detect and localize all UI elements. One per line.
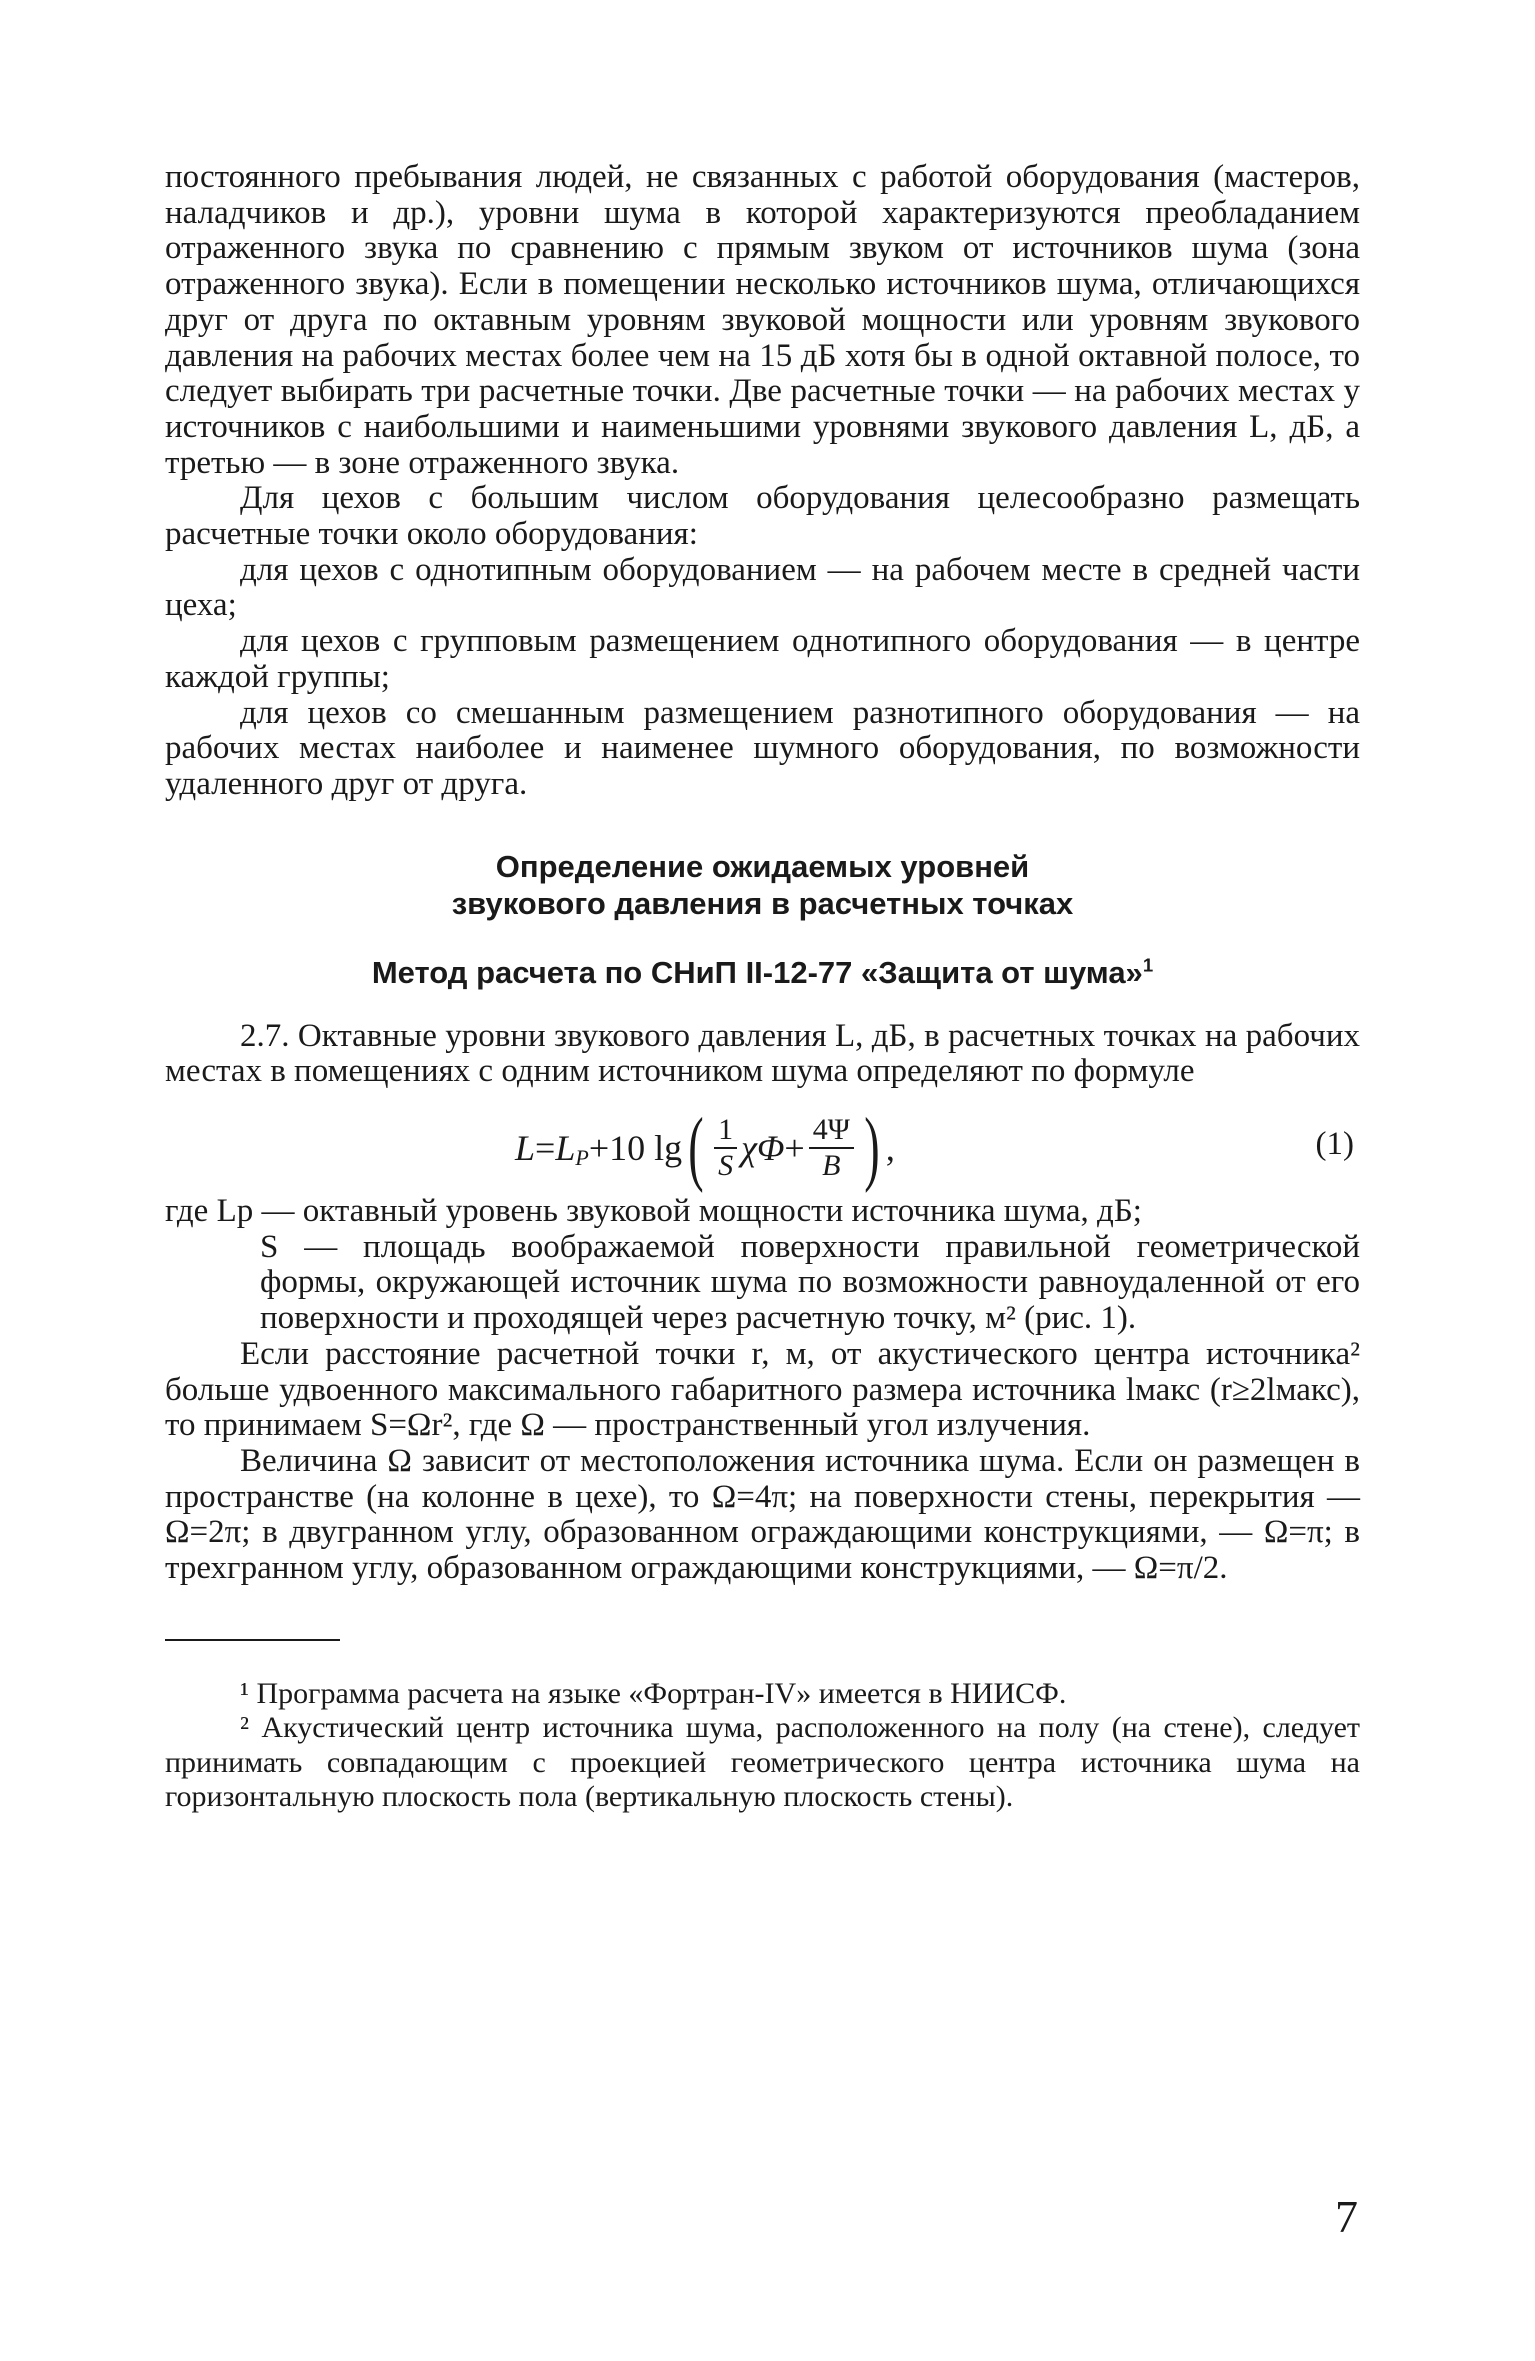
footnotes <box>165 1677 1360 1815</box>
fraction-1-numerator: 1 <box>718 1113 734 1147</box>
formula-fraction-2 <box>809 1113 854 1183</box>
list-item-mixed: для цехов со смешанным размещением разнотипного оборудования — на рабочих местах наиболее и наименее шумного оборудования, по возможности удаленного друг от друга. <box>165 694 1360 802</box>
formula-lhs: L <box>515 1128 536 1169</box>
formula-fraction-1 <box>714 1113 737 1183</box>
fraction-2-numerator: 4Ψ <box>812 1113 850 1147</box>
formula-left-paren: ( <box>688 1101 704 1195</box>
fraction-1-denominator: S <box>718 1149 734 1183</box>
formula-chi-phi: χΦ <box>741 1128 785 1169</box>
definition-lp: где Lр — октавный уровень звуковой мощности источника шума, дБ; <box>165 1193 1142 1230</box>
formula-lp: L <box>555 1128 576 1169</box>
section-title-line-1: Определение ожидаемых уровней <box>495 848 1030 884</box>
formula-lp-subscript: P <box>575 1145 589 1171</box>
method-subtitle <box>165 954 1360 991</box>
equation-number: (1) <box>1315 1126 1354 1163</box>
clause-2-7: 2.7. Октавные уровни звукового давления L, дБ, в расчетных точках на рабочих местах в помещениях с одним источником шума определяют по формуле <box>165 1017 1360 1090</box>
footnote-2: ² Акустический центр источника шума, расположенного на полу (на стене), следует принимать совпадающим с проекцией геометрического центра источника шума на горизонтальную плоскость пола (вертикальную плоскость стены). <box>165 1711 1360 1814</box>
formula-plus-1: + <box>588 1128 610 1169</box>
formula-log: 10 lg <box>609 1128 683 1169</box>
footnote-divider <box>165 1639 340 1641</box>
formula-definitions <box>165 1194 1360 1337</box>
formula-plus-2: + <box>784 1128 805 1169</box>
list-item-same-type: для цехов с однотипным оборудованием — на рабочем месте в средней части цеха; <box>165 551 1360 624</box>
distance-paragraph: Если расстояние расчетной точки r, м, от акустического центра источника² больше удвоенного максимального габаритного размера источника lмакс (r≥2lмакс), то принимаем S=Ωr², где Ω — пространственный угол излучения. <box>165 1335 1360 1444</box>
formula-comma: , <box>885 1128 895 1169</box>
document-page <box>165 160 1360 2320</box>
intro-paragraph: постоянного пребывания людей, не связанных с работой оборудования (мастеров, наладчиков и др.), уровни шума в которой характеризуются преобладанием отраженного звука по сравнению с прямым звуком от источников шума (зона отраженного звука). Если в помещении несколько источников шума, отличающихся друг от друга по октавным уровням звуковой мощности или уровням звукового давления на рабочих местах более чем на 15 дБ хотя бы в одной октавной полосе, то следует выбирать три расчетные точки. Две расчетные точки — на рабочих местах у источников с наибольшими и наименьшими уровнями звукового давления L, дБ, а третью — в зоне отраженного звука. <box>165 159 1360 481</box>
formula-1 <box>165 1096 1360 1195</box>
footnote-1: ¹ Программа расчета на языке «Фортран-IV» имеется в НИИСФ. <box>240 1676 1067 1710</box>
fraction-2-denominator: B <box>822 1149 841 1183</box>
formula-equals: = <box>535 1128 556 1169</box>
page-number: 7 <box>1335 2191 1358 2242</box>
omega-paragraph: Величина Ω зависит от местоположения источника шума. Если он размещен в пространстве (на колонне в цехе), то Ω=4π; на поверхности стены, перекрытия — Ω=2π; в двугранном углу, образованном ограждающими конструкциями, — Ω=π; в трехгранном углу, образованном ограждающими конструкциями, — Ω=π/2. <box>165 1442 1360 1587</box>
list-item-group: для цехов с групповым размещением однотипного оборудования — в центре каждой группы; <box>165 623 1360 695</box>
formula-expression <box>515 1101 895 1195</box>
shops-paragraph: Для цехов с большим числом оборудования целесообразно размещать расчетные точки около оборудования: <box>165 480 1360 553</box>
section-title-line-2: звукового давления в расчетных точках <box>451 885 1074 921</box>
footnote-mark-1: 1 <box>1142 954 1154 976</box>
method-subtitle-text: Метод расчета по СНиП II-12-77 «Защита от шума» <box>371 954 1143 990</box>
formula-right-paren: ) <box>864 1101 880 1195</box>
definition-s: S — площадь воображаемой поверхности правильной геометрической формы, окружающей источник шума по возможности равноудаленной от его поверхности и проходящей через расчетную точку, м² (рис. 1). <box>260 1228 1360 1337</box>
